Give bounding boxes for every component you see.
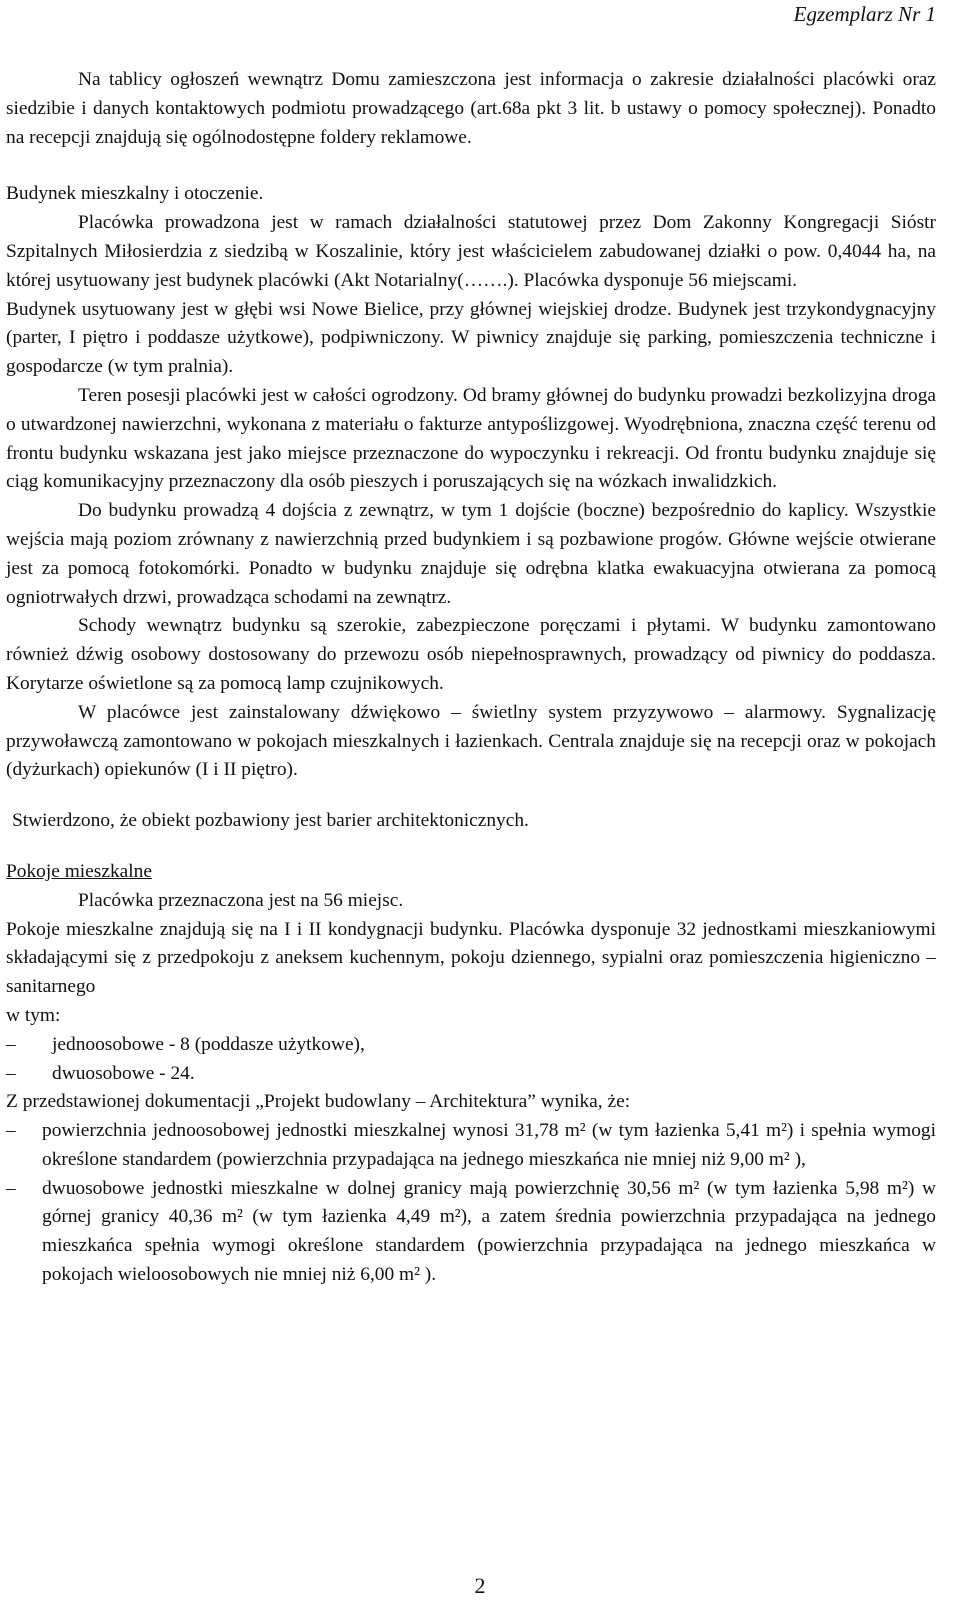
list-item-text: dwuosobowe jednostki mieszkalne w dolnej granicy mają powierzchnię 30,56 m² (w tym łazienka 5,98 m²) w górnej granicy 40,36 m² (w tym łazienka 4,49 m²), a zatem średnia powierzchnia przypadająca na jednego mieszkańca spełnia wymogi określone standardem (powierzchnia przypadająca na jednego mieszkańca w pokojach wieloosobowych nie mniej niż 6,00 m² ).: [42, 1177, 936, 1286]
building-paragraph-6: W placówce jest zainstalowany dźwiękowo – świetlny system przyzywowo – alarmowy. Sygnalizację przywoławczą zamontowano w pokojach mieszkalnych i łazienkach. Centrala znajduje się na recepcji oraz w pokojach (dyżurkach) opiekunów (I i II piętro).: [6, 701, 936, 781]
rooms-paragraph-2: Pokoje mieszkalne znajdują się na I i II kondygnacji budynku. Placówka dysponuje 32 jednostkami mieszkaniowymi składającymi się z przedpokoju z aneksem kuchennym, pokoju dziennego, sypialni oraz pomieszczenia higieniczno – sanitarnego: [6, 918, 936, 998]
spacer: [6, 152, 936, 180]
spacer: [6, 836, 936, 858]
document-body: [6, 66, 936, 1290]
section-heading-building: Budynek mieszkalny i otoczenie.: [6, 183, 264, 205]
copy-label: Egzemplarz Nr 1: [793, 2, 936, 26]
list-item: [6, 1175, 936, 1290]
list-item: [6, 1117, 936, 1175]
building-paragraph-5: Schody wewnątrz budynku są szerokie, zabezpieczone poręczami i płytami. W budynku zamontowano również dźwig osobowy dostosowany do przewozu osób niepełnosprawnych, prowadzący od piwnicy do poddasza. Korytarze oświetlone są za pomocą lamp czujnikowych.: [6, 615, 936, 694]
building-conclusion: Stwierdzono, że obiekt pozbawiony jest barier architektonicznych.: [12, 810, 529, 832]
list-item-text: dwuosobowe - 24.: [52, 1062, 195, 1084]
page-number: 2: [474, 1573, 486, 1598]
building-paragraph-3: Teren posesji placówki jest w całości ogrodzony. Od bramy głównej do budynku prowadzi bezkolizyjna droga o utwardzonej nawierzchni, wykonana z materiału o fakturze antypoślizgowej. Wyodrębniona, znaczna część terenu od frontu budynku wskazana jest jako miejsce przeznaczone do wypoczynku i rekreacji. Od frontu budynku znajduje się ciąg komunikacyjny przeznaczony dla osób pieszych i poruszających się na wózkach inwalidzkich.: [6, 384, 936, 493]
spacer: [6, 785, 936, 807]
dash-bullet: –: [6, 1120, 16, 1142]
building-paragraph-2: Budynek usytuowany jest w głębi wsi Nowe Bielice, przy głównej wiejskiej drodze. Budynek jest trzykondygnacyjny (parter, I piętro i poddasze użytkowe), podpiwniczony. W piwnicy znajduje się parking, pomieszczenia techniczne i gospodarcze (w tym pralnia).: [6, 298, 936, 378]
dash-bullet: –: [6, 1033, 16, 1055]
dash-bullet: –: [6, 1062, 16, 1084]
rooms-paragraph-4: Z przedstawionej dokumentacji „Projekt budowlany – Architektura” wynika, że:: [6, 1091, 631, 1113]
list-item: [6, 1060, 936, 1089]
rooms-paragraph-1: Placówka przeznaczona jest na 56 miejsc.: [78, 889, 404, 911]
dash-bullet: –: [6, 1177, 16, 1199]
list-item: [6, 1031, 936, 1060]
rooms-paragraph-3: w tym:: [6, 1004, 61, 1026]
list-item-text: jednoosobowe - 8 (poddasze użytkowe),: [52, 1033, 365, 1055]
building-paragraph-4: Do budynku prowadzą 4 dojścia z zewnątrz, w tym 1 dojście (boczne) bezpośrednio do kaplicy. Wszystkie wejścia mają poziom zrównany z nawierzchnią przed budynkiem i są pozbawione progów. Główne wejście otwierane jest za pomocą fotokomórki. Ponadto w budynku znajduje się odrębna klatka ewakuacyjna otwierana za pomocą ogniotrwałych drzwi, prowadząca schodami na zewnątrz.: [6, 500, 936, 608]
list-item-text: powierzchnia jednoosobowej jednostki mieszkalnej wynosi 31,78 m² (w tym łazienka 5,41 m²) i spełnia wymogi określone standardem (powierzchnia przypadająca na jednego mieszkańca nie mniej niż 9,00 m² ),: [42, 1120, 936, 1170]
section-heading-rooms: Pokoje mieszkalne: [6, 860, 152, 882]
building-paragraph-1: Placówka prowadzona jest w ramach działalności statutowej przez Dom Zakonny Kongregacji Sióstr Szpitalnych Miłosierdzia z siedzibą w Koszalinie, który jest właścicielem zabudowanej działki o pow. 0,4044 ha, na której usytuowany jest budynek placówki (Akt Notarialny(…….). Placówka dysponuje 56 miejscami.: [6, 212, 936, 291]
intro-paragraph: Na tablicy ogłoszeń wewnątrz Domu zamieszczona jest informacja o zakresie działalności placówki oraz siedzibie i danych kontaktowych podmiotu prowadzącego (art.68a pkt 3 lit. b ustawy o pomocy społecznej). Ponadto na recepcji znajdują się ogólnodostępne foldery reklamowe.: [6, 69, 936, 148]
